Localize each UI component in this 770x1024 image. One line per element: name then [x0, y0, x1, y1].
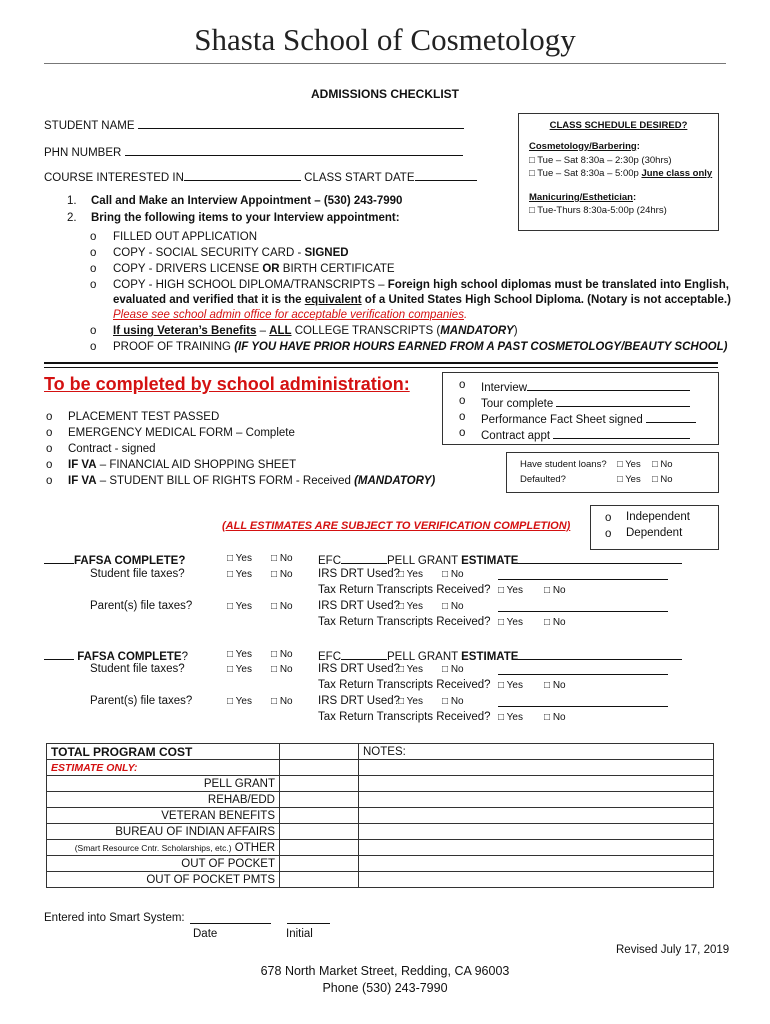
tax-transcripts-1a-yes[interactable]: □ Yes: [498, 585, 523, 596]
student-taxes-1-no[interactable]: □ No: [271, 569, 293, 580]
tax-transcripts-2a-yes[interactable]: □ Yes: [498, 680, 523, 691]
cost-value-cell[interactable]: [280, 872, 359, 888]
student-name-label: STUDENT NAME: [44, 120, 135, 132]
item-diploma-line2: evaluated and verified that it is the equivalent of a United States High School Diploma. (Notary is not acceptable.): [113, 294, 731, 306]
section-divider-thick: [44, 362, 718, 364]
item-social-security: COPY - SOCIAL SECURITY CARD - SIGNED: [113, 247, 349, 259]
schedule-title: CLASS SCHEDULE DESIRED?: [549, 120, 688, 131]
defaulted-no-checkbox[interactable]: □ No: [652, 474, 673, 485]
admin-heading: To be completed by school administration:: [44, 374, 410, 394]
smart-system-label: Entered into Smart System:: [44, 912, 185, 924]
schedule-option-tue-thurs[interactable]: □ Tue-Thurs 8:30a-5:00p (24hrs): [529, 205, 667, 216]
form-title: ADMISSIONS CHECKLIST: [310, 87, 459, 101]
title-divider: [44, 63, 726, 64]
notes-cell[interactable]: [359, 856, 714, 872]
schedule-option-tue-sat-30[interactable]: □ Tue – Sat 8:30a – 2:30p (30hrs): [529, 155, 672, 166]
bullet-icon[interactable]: o: [605, 528, 612, 540]
bullet-icon: o: [90, 231, 97, 243]
bullet-icon: o: [459, 427, 466, 439]
item-proof-of-training: PROOF OF TRAINING (IF YOU HAVE PRIOR HOURS EARNED FROM A PAST COSMETOLOGY/BEAUTY SCHOOL): [113, 341, 728, 353]
notes-cell[interactable]: [359, 824, 714, 840]
schedule-group-cosmetology: Cosmetology/Barbering:: [529, 141, 640, 152]
class-schedule-box: [518, 113, 719, 231]
student-name-line[interactable]: [138, 117, 464, 129]
efc-pell-1: EFC PELL GRANT ESTIMATE: [318, 552, 682, 567]
interview-item: Interview: [481, 379, 690, 394]
irs-drt-2a-yes[interactable]: □ Yes: [398, 664, 423, 675]
interview-checklist-box: [442, 372, 719, 445]
irs-drt-1a-no[interactable]: □ No: [442, 569, 464, 580]
smart-system-date-line[interactable]: [190, 912, 271, 924]
admin-item-emergency-form: EMERGENCY MEDICAL FORM – Complete: [68, 427, 295, 439]
schedule-group-manicuring: Manicuring/Esthetician:: [529, 192, 637, 203]
cost-value-cell[interactable]: [280, 792, 359, 808]
bullet-icon: o: [46, 427, 53, 439]
step-2-number: 2.: [67, 212, 77, 224]
cost-row-other: (Smart Resource Cntr. Scholarships, etc.) OTHER: [47, 840, 280, 856]
admin-item-bill-of-rights: IF VA – STUDENT BILL OF RIGHTS FORM - Received (MANDATORY): [68, 475, 436, 487]
cost-value-cell[interactable]: [280, 824, 359, 840]
fafsa-1-yes[interactable]: □ Yes: [227, 553, 252, 564]
step-1-text: Call and Make an Interview Appointment – (530) 243-7990: [91, 195, 403, 207]
school-title: Shasta School of Cosmetology: [194, 22, 576, 57]
notes-cell[interactable]: [359, 808, 714, 824]
irs-drt-1b-no[interactable]: □ No: [442, 601, 464, 612]
bullet-icon: o: [46, 411, 53, 423]
admin-item-placement-test: PLACEMENT TEST PASSED: [68, 411, 220, 423]
loans-label: Have student loans?: [520, 459, 607, 470]
bullet-icon: o: [90, 247, 97, 259]
bullet-icon: o: [459, 379, 466, 391]
tax-transcripts-2b: Tax Return Transcripts Received?: [318, 711, 491, 723]
cost-row-rehab: REHAB/EDD: [47, 792, 280, 808]
bullet-icon[interactable]: o: [605, 512, 612, 524]
admin-item-contract: Contract - signed: [68, 443, 156, 455]
notes-cell[interactable]: [359, 760, 714, 776]
irs-drt-1a: IRS DRT Used?: [318, 568, 401, 580]
course-label: COURSE INTERESTED IN: [44, 172, 184, 184]
student-taxes-label-2: Student file taxes?: [90, 663, 185, 675]
dependent-option: Dependent: [626, 527, 683, 539]
fact-sheet-item: Performance Fact Sheet signed: [481, 411, 696, 426]
course-field: [44, 169, 477, 184]
irs-drt-2b-no[interactable]: □ No: [442, 696, 464, 707]
irs-drt-1a-line[interactable]: [498, 568, 668, 580]
start-date-line[interactable]: [415, 169, 477, 181]
dependency-status-box: [590, 505, 719, 550]
contract-appt-item: Contract appt: [481, 427, 690, 442]
tax-transcripts-1a: Tax Return Transcripts Received?: [318, 584, 491, 596]
parent-taxes-1-no[interactable]: □ No: [271, 601, 293, 612]
bullet-icon: o: [90, 279, 97, 291]
bullet-icon: o: [90, 341, 97, 353]
phn-number-field: [44, 144, 463, 159]
parent-taxes-1-yes[interactable]: □ Yes: [227, 601, 252, 612]
school-address: 678 North Market Street, Redding, CA 96003: [260, 964, 510, 978]
loans-no-checkbox[interactable]: □ No: [652, 459, 673, 470]
phn-number-label: PHN NUMBER: [44, 147, 122, 159]
student-name-field: [44, 117, 464, 132]
parent-taxes-label-2: Parent(s) file taxes?: [90, 695, 193, 707]
independent-option: Independent: [626, 511, 690, 523]
bullet-icon: o: [46, 475, 53, 487]
student-loans-box: [506, 452, 719, 493]
schedule-option-tue-sat-june[interactable]: □ Tue – Sat 8:30a – 5:00p June class only: [529, 168, 713, 179]
efc-pell-2: EFC PELL GRANT ESTIMATE: [318, 648, 682, 663]
fafsa-complete-1: FAFSA COMPLETE?: [44, 552, 185, 567]
notes-cell[interactable]: [359, 840, 714, 856]
step-2-text: Bring the following items to your Interview appointment:: [91, 212, 400, 224]
course-line[interactable]: [184, 169, 301, 181]
section-divider-thin: [44, 367, 718, 368]
irs-drt-1b-yes[interactable]: □ Yes: [398, 601, 423, 612]
irs-drt-2b-yes[interactable]: □ Yes: [398, 696, 423, 707]
notes-header: NOTES:: [359, 744, 714, 760]
irs-drt-2b: IRS DRT Used?: [318, 695, 401, 707]
irs-drt-2a: IRS DRT Used?: [318, 663, 401, 675]
cost-row-out-of-pocket-pmts: OUT OF POCKET PMTS: [47, 872, 280, 888]
bullet-icon: o: [90, 263, 97, 275]
parent-taxes-2-yes[interactable]: □ Yes: [227, 696, 252, 707]
cost-value-cell[interactable]: [280, 776, 359, 792]
program-cost-table: [46, 743, 714, 888]
cost-value-cell[interactable]: [280, 760, 359, 776]
item-application: FILLED OUT APPLICATION: [113, 231, 258, 243]
cost-value-cell[interactable]: [280, 744, 359, 760]
cost-value-cell[interactable]: [280, 856, 359, 872]
defaulted-label: Defaulted?: [520, 474, 566, 485]
loans-yes-checkbox[interactable]: □ Yes: [617, 459, 641, 470]
tax-transcripts-1b: Tax Return Transcripts Received?: [318, 616, 491, 628]
fafsa-2-yes[interactable]: □ Yes: [227, 649, 252, 660]
tax-transcripts-2a-no[interactable]: □ No: [544, 680, 566, 691]
tax-transcripts-2b-no[interactable]: □ No: [544, 712, 566, 723]
tour-item: Tour complete: [481, 395, 690, 410]
notes-cell[interactable]: [359, 792, 714, 808]
cost-row-out-of-pocket: OUT OF POCKET: [47, 856, 280, 872]
admin-item-shopping-sheet: IF VA – FINANCIAL AID SHOPPING SHEET: [68, 459, 297, 471]
student-taxes-2-no[interactable]: □ No: [271, 664, 293, 675]
student-taxes-label-1: Student file taxes?: [90, 568, 185, 580]
parent-taxes-label-1: Parent(s) file taxes?: [90, 600, 193, 612]
smart-system-initial-line[interactable]: [287, 912, 330, 924]
tax-transcripts-1b-no[interactable]: □ No: [544, 617, 566, 628]
irs-drt-2a-no[interactable]: □ No: [442, 664, 464, 675]
verification-companies-note[interactable]: Please see school admin office for acceptable verification companies.: [113, 309, 468, 321]
bullet-icon: o: [90, 325, 97, 337]
cost-value-cell[interactable]: [280, 808, 359, 824]
student-taxes-1-yes[interactable]: □ Yes: [227, 569, 252, 580]
step-1-number: 1.: [67, 195, 77, 207]
tax-transcripts-2a: Tax Return Transcripts Received?: [318, 679, 491, 691]
notes-cell[interactable]: [359, 872, 714, 888]
bullet-icon: o: [46, 443, 53, 455]
school-phone: Phone (530) 243-7990: [322, 981, 448, 995]
bullet-icon: o: [459, 395, 466, 407]
tax-transcripts-2b-yes[interactable]: □ Yes: [498, 712, 523, 723]
cost-row-veteran: VETERAN BENEFITS: [47, 808, 280, 824]
irs-drt-1a-yes[interactable]: □ Yes: [398, 569, 423, 580]
tax-transcripts-1b-yes[interactable]: □ Yes: [498, 617, 523, 628]
bullet-icon: o: [46, 459, 53, 471]
fafsa-complete-2: FAFSA COMPLETE?: [44, 648, 188, 663]
notes-cell[interactable]: [359, 776, 714, 792]
revised-date: Revised July 17, 2019: [616, 944, 730, 956]
phn-number-line[interactable]: [125, 144, 463, 156]
item-veteran-transcripts: If using Veteran’s Benefits – ALL COLLEGE TRANSCRIPTS (MANDATORY): [113, 325, 518, 337]
start-date-label: CLASS START DATE: [304, 172, 415, 184]
irs-drt-1b: IRS DRT Used?: [318, 600, 401, 612]
defaulted-yes-checkbox[interactable]: □ Yes: [617, 474, 641, 485]
parent-taxes-2-no[interactable]: □ No: [271, 696, 293, 707]
irs-drt-2a-line[interactable]: [498, 663, 668, 675]
estimate-only-cell: ESTIMATE ONLY:: [47, 760, 280, 776]
irs-drt-1b-line[interactable]: [498, 600, 668, 612]
cost-row-pell: PELL GRANT: [47, 776, 280, 792]
fafsa-1-no[interactable]: □ No: [271, 553, 293, 564]
irs-drt-2b-line[interactable]: [498, 695, 668, 707]
tax-transcripts-1a-no[interactable]: □ No: [544, 585, 566, 596]
total-cost-header: TOTAL PROGRAM COST: [47, 744, 280, 760]
cost-value-cell[interactable]: [280, 840, 359, 856]
estimates-note: (ALL ESTIMATES ARE SUBJECT TO VERIFICATION COMPLETION): [222, 520, 571, 532]
cost-row-bia: BUREAU OF INDIAN AFFAIRS: [47, 824, 280, 840]
bullet-icon: o: [459, 411, 466, 423]
student-taxes-2-yes[interactable]: □ Yes: [227, 664, 252, 675]
initial-caption: Initial: [286, 928, 313, 940]
fafsa-2-no[interactable]: □ No: [271, 649, 293, 660]
item-diploma: COPY - HIGH SCHOOL DIPLOMA/TRANSCRIPTS – Foreign high school diplomas must be translated into English,: [113, 279, 729, 291]
item-drivers-license: COPY - DRIVERS LICENSE OR BIRTH CERTIFICATE: [113, 263, 395, 275]
date-caption: Date: [193, 928, 218, 940]
